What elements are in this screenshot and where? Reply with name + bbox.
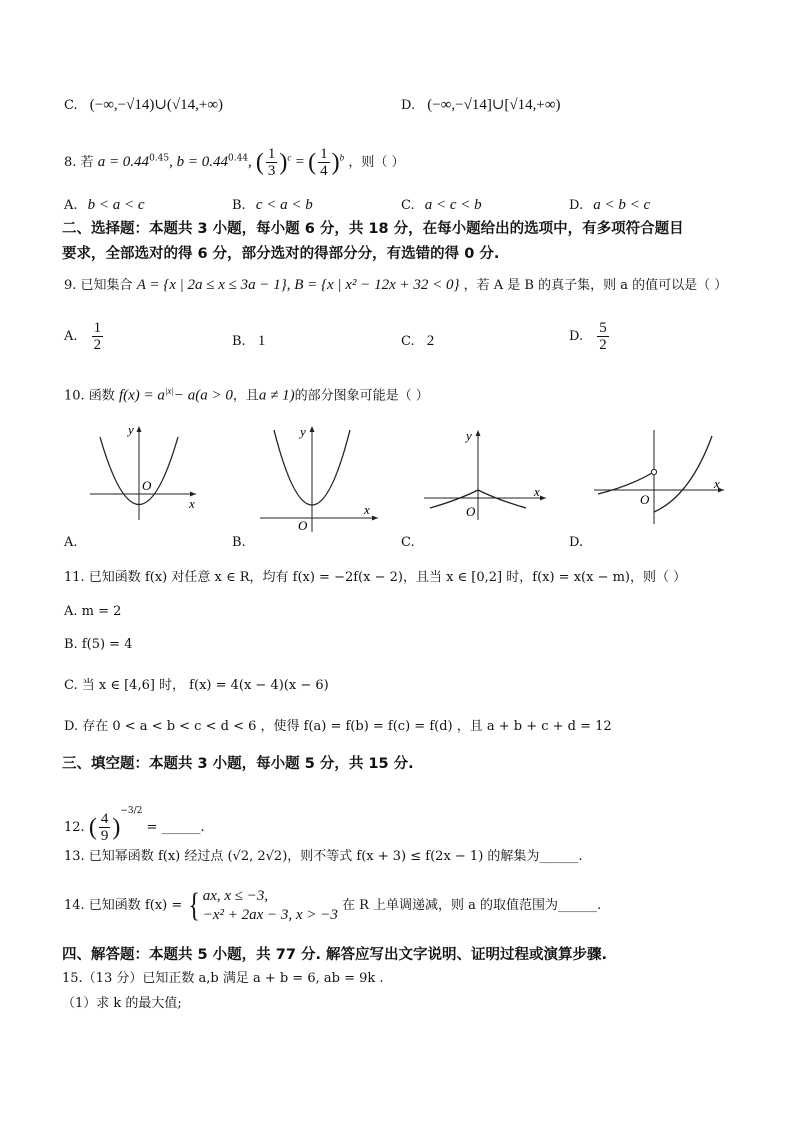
graph-label-b: B.	[232, 535, 246, 550]
section-3-heading: 三、填空题：本题共 3 小题，每小题 5 分，共 15 分.	[62, 756, 414, 772]
q11-stem: 11. 已知函数 f(x) 对任意 x ∈ R，均有 f(x) = −2f(x − 2)，且当 x ∈ [0,2] 时，f(x) = x(x − m)，则（ ）	[64, 570, 687, 585]
x-label: x	[189, 496, 195, 511]
option-text: 2	[426, 333, 435, 349]
q9-option-a[interactable]	[64, 320, 105, 353]
q8-stem: 8. 若 $a = 0.44^{0.45}$, $b = 0.44^{0.44}$, ( $\frac{1}{3}$ )$^c$ = ( $\frac{1}{4}$ )$^b$ ，则（ ）	[64, 146, 405, 179]
q10-graph-a[interactable]	[86, 422, 206, 522]
y-label: y	[466, 428, 472, 443]
q10-graph-b[interactable]	[256, 422, 381, 534]
q9-option-c[interactable]	[401, 332, 434, 351]
option-label: C.	[401, 334, 415, 349]
y-arrow-icon	[310, 426, 315, 432]
question-tail: 在 R 上单调递减，则 a 的取值范围为______.	[341, 898, 602, 913]
q11-option-d[interactable]: D. 存在 0 < a < b < c < d < 6 ，使得 f(a) = f(b) = f(c) = f(d) ，且 a + b + c + d = 12	[64, 719, 612, 734]
section-4-heading: 四、解答题：本题共 5 小题，共 77 分. 解答应写出文字说明、证明过程或演算步骤.	[62, 947, 608, 963]
option-label: C.	[401, 198, 415, 213]
open-point-icon	[651, 469, 656, 474]
q12-stem: 12. ( $\frac{4}{9}$ )$^{-3/2}$ = ______.	[64, 806, 205, 844]
case-1: ax, x ≤ −3,	[202, 887, 269, 904]
fraction-1-3: $\frac{1}{3}$	[267, 146, 276, 179]
fraction-4-9: $\frac{4}{9}$	[100, 811, 109, 844]
question-number: 12.	[64, 820, 85, 835]
question-number: 8. 若	[64, 155, 94, 170]
y-arrow-icon	[137, 426, 142, 432]
q10-graph-c[interactable]	[420, 426, 550, 522]
option-text: a < b < c	[593, 197, 651, 213]
section-2-heading-line1: 二、选择题：本题共 3 小题，每小题 6 分，共 18 分，在每小题给出的选项中，有多项符合题目	[62, 221, 684, 237]
origin-label: O	[298, 518, 308, 533]
option-label: D.	[569, 198, 584, 213]
q15-part1: （1）求 k 的最大值;	[62, 996, 182, 1011]
q10-stem	[64, 382, 429, 405]
q7-option-c[interactable]	[64, 96, 223, 115]
y-arrow-icon	[476, 430, 481, 436]
q8-option-b[interactable]	[232, 196, 313, 215]
function-exp: |x|	[164, 386, 174, 396]
q11-option-b[interactable]: B. f(5) = 4	[64, 637, 133, 652]
q11-option-a[interactable]: A. m = 2	[64, 604, 122, 619]
function-expr: f(x) = a	[118, 387, 165, 404]
question-lead: 14. 已知函数 f(x) =	[64, 898, 183, 913]
x-arrow-icon	[372, 516, 378, 521]
curve-left	[598, 473, 652, 494]
y-label: y	[300, 424, 306, 439]
question-number: 10. 函数	[64, 388, 115, 404]
q10-graph-d[interactable]	[590, 426, 730, 526]
q14-stem	[64, 886, 601, 932]
x-label: x	[534, 484, 540, 499]
option-label: B.	[232, 198, 246, 213]
answer-blank[interactable]: = ______.	[146, 820, 205, 835]
brace-icon: {	[188, 886, 201, 924]
set-definitions: A = {x | 2a ≤ x ≤ 3a − 1}, B = {x | x² − 12x + 32 < 0}	[136, 277, 460, 293]
exponent: −3/2	[120, 806, 143, 816]
case-2: −x² + 2ax − 3, x > −3	[202, 906, 338, 923]
q8-option-d[interactable]	[569, 196, 650, 215]
q9-option-d[interactable]	[569, 320, 611, 353]
expr-b: , b = 0.44	[169, 154, 228, 170]
option-label: C.	[64, 98, 78, 113]
origin-label: O	[142, 478, 152, 493]
option-label: B.	[232, 334, 246, 349]
option-label: D.	[401, 98, 416, 113]
piecewise-cases	[203, 887, 338, 925]
question-number: 9. 已知集合	[64, 278, 133, 293]
option-text: (−∞,−√14]∪[√14,+∞)	[427, 97, 561, 113]
option-text: b < a < c	[87, 197, 145, 213]
option-label: A.	[64, 329, 78, 344]
q11-option-c[interactable]: C. 当 x ∈ [4,6] 时， f(x) = 4(x − 4)(x − 6)	[64, 678, 329, 693]
fraction-1-4: $\frac{1}{4}$	[320, 146, 328, 179]
question-tail: 的部分图象可能是（ ）	[294, 388, 429, 404]
option-text: (−∞,−√14)∪(√14,+∞)	[89, 97, 224, 113]
exp-c: c	[287, 152, 292, 163]
option-text: 1	[257, 333, 266, 349]
q13-stem: 13. 已知幂函数 f(x) 经过点 (√2, 2√2)，则不等式 f(x + 3) ≤ f(2x − 1) 的解集为______.	[64, 849, 583, 864]
option-text: a < c < b	[424, 197, 482, 213]
option-label: D.	[569, 329, 584, 344]
q9-option-b[interactable]	[232, 332, 265, 351]
option-label: A.	[64, 198, 78, 213]
origin-label: O	[466, 504, 476, 519]
option-text: c < a < b	[255, 197, 313, 213]
x-label: x	[714, 476, 720, 491]
answer-paren: ，则（ ）	[348, 155, 405, 170]
expr-a: a = 0.44	[97, 154, 150, 170]
q8-option-c[interactable]	[401, 196, 482, 215]
q15-stem: 15.（13 分）已知正数 a,b 满足 a + b = 6, ab = 9k .	[62, 971, 384, 986]
exp-a: 0.45	[149, 153, 170, 164]
fraction-1-2: $\frac{1}{2}$	[93, 320, 102, 353]
conjunction: ，且	[232, 388, 259, 404]
question-tail: ，若 A 是 B 的真子集，则 a 的值可以是（ ）	[463, 278, 728, 293]
function-expr-2: − a(a > 0	[173, 387, 233, 404]
graph-label-c: C.	[401, 535, 415, 550]
graph-label-a: A.	[64, 535, 78, 550]
section-2-heading-line2: 要求，全部选对的得 6 分，部分选对的得部分分，有选错的得 0 分.	[62, 246, 500, 262]
x-label: x	[364, 502, 370, 517]
fraction-5-2: $\frac{5}{2}$	[599, 320, 607, 353]
q9-stem	[64, 276, 727, 295]
x-arrow-icon	[540, 496, 546, 501]
condition: a ≠ 1)	[258, 387, 295, 404]
origin-label: O	[640, 492, 650, 507]
exp-b2: b	[339, 152, 345, 163]
q7-option-d[interactable]	[401, 96, 561, 115]
graph-label-d: D.	[569, 535, 584, 550]
curve-right	[654, 436, 712, 512]
exp-b: 0.44	[227, 153, 249, 164]
y-label: y	[128, 422, 134, 437]
q8-option-a[interactable]	[64, 196, 145, 215]
